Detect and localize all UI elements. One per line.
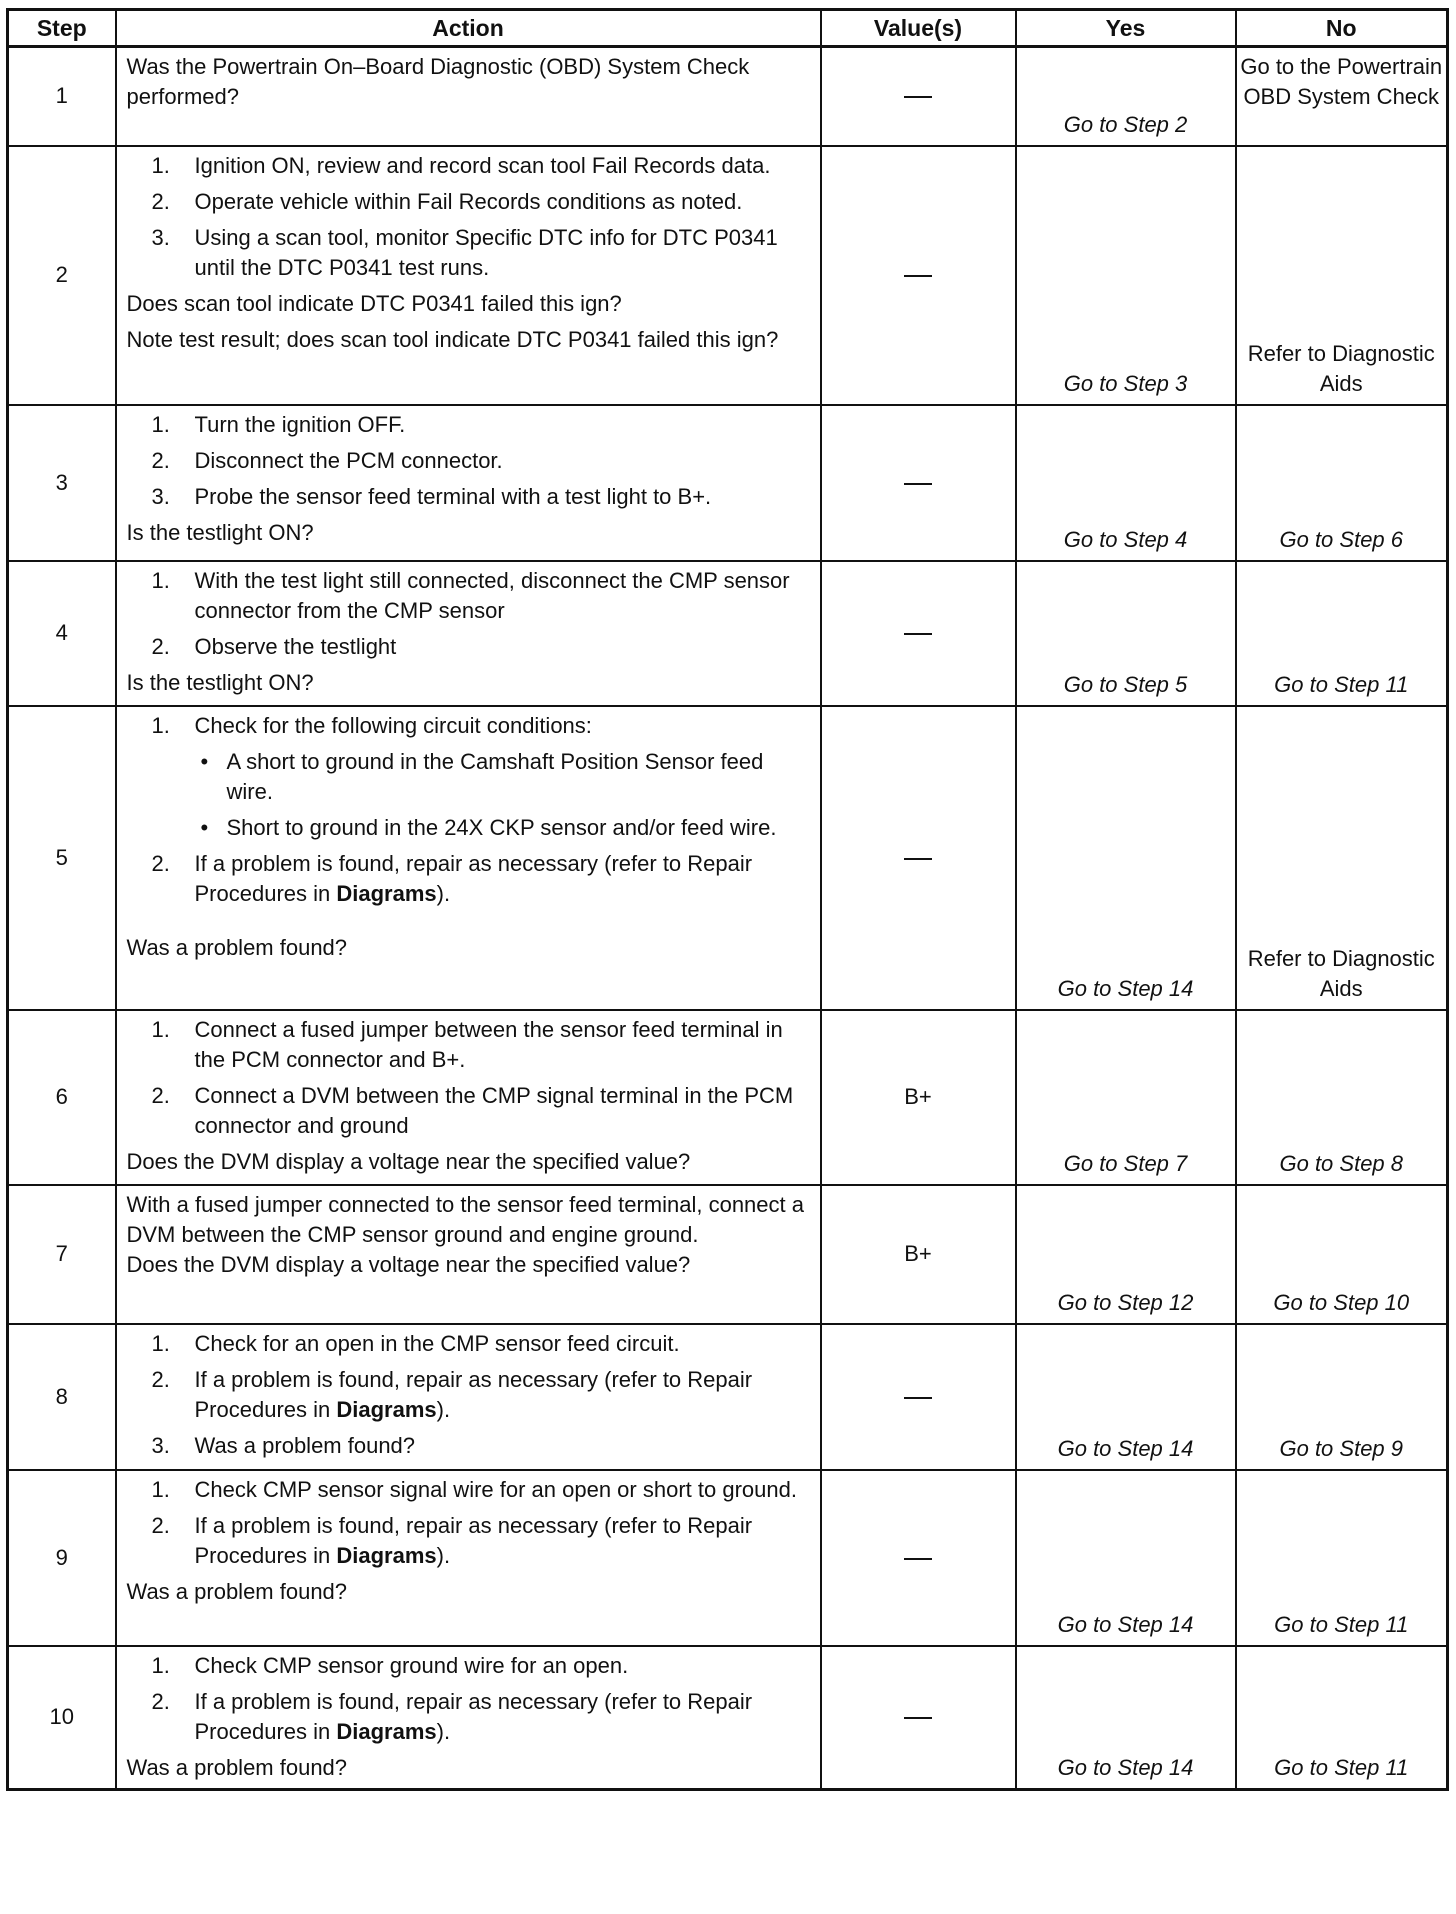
action-cell [116, 405, 821, 561]
list-item: 1. Check for the following circuit conditions: • A short to ground in the Camshaft Position Sensor feed wire. • Short to ground in the 24X CKP sensor and/or feed wire. [127, 711, 812, 843]
yes-cell: Go to Step 12 [1016, 1185, 1236, 1324]
list-item: 2. If a problem is found, repair as necessary (refer to Repair Procedures in Diagrams). [151, 1512, 753, 1568]
diagnostic-table-page [6, 8, 1446, 1791]
header-yes: Yes [1016, 10, 1236, 47]
list-item: 2. Connect a DVM between the CMP signal terminal in the PCM connector and ground [151, 1082, 794, 1138]
step-number: 6 [8, 1010, 116, 1185]
dash-mark [904, 483, 932, 485]
action-question: Was a problem found? [126, 1754, 348, 1780]
diagnostic-table [6, 8, 1449, 1791]
list-item: 1. Ignition ON, review and record scan tool Fail Records data. [151, 152, 771, 178]
no-cell: Go to Step 6 [1236, 405, 1448, 561]
yes-cell: Go to Step 7 [1016, 1010, 1236, 1185]
no-cell: Go to Step 11 [1236, 1470, 1448, 1646]
value-cell [821, 146, 1016, 405]
list-item: 2. If a problem is found, repair as necessary (refer to Repair Procedures in Diagrams). [151, 1366, 753, 1422]
step-number: 7 [8, 1185, 116, 1324]
dash-mark [904, 96, 932, 98]
list-item: 1. Check for an open in the CMP sensor feed circuit. [151, 1330, 680, 1356]
table-row [8, 1646, 1448, 1790]
step-number: 3 [8, 405, 116, 561]
value-cell [821, 405, 1016, 561]
action-steps [127, 1651, 812, 1747]
table-row [8, 1010, 1448, 1185]
header-step: Step [8, 10, 116, 47]
no-cell: Refer to Diagnostic Aids [1236, 146, 1448, 405]
list-item: 2. Operate vehicle within Fail Records conditions as noted. [151, 188, 743, 214]
action-cell [116, 706, 821, 1010]
list-item: 1. With the test light still connected, disconnect the CMP sensor connector from the CMP sensor [151, 567, 790, 623]
action-text: With a fused jumper connected to the sensor feed terminal, connect a DVM between the CMP sensor ground and engine ground. [126, 1191, 804, 1247]
yes-cell: Go to Step 5 [1016, 561, 1236, 706]
action-steps [127, 1015, 812, 1141]
yes-cell: Go to Step 3 [1016, 146, 1236, 405]
table-header-row [8, 10, 1448, 47]
yes-cell: Go to Step 4 [1016, 405, 1236, 561]
yes-cell: Go to Step 14 [1016, 706, 1236, 1010]
list-item: 1. Connect a fused jumper between the sensor feed terminal in the PCM connector and B+. [151, 1016, 783, 1072]
action-steps [127, 711, 812, 909]
diagrams-reference: Diagrams [336, 880, 437, 906]
list-item: 2. If a problem is found, repair as necessary (refer to Repair Procedures in Diagrams). [151, 850, 753, 906]
table-row [8, 47, 1448, 146]
table-row [8, 1324, 1448, 1470]
diagrams-reference: Diagrams [336, 1542, 437, 1568]
yes-cell: Go to Step 14 [1016, 1324, 1236, 1470]
step-number: 8 [8, 1324, 116, 1470]
no-cell: Go to Step 8 [1236, 1010, 1448, 1185]
table-row [8, 1185, 1448, 1324]
value-cell [821, 1646, 1016, 1790]
list-item: 3. Was a problem found? [151, 1432, 416, 1458]
no-cell: Go to Step 11 [1236, 561, 1448, 706]
action-cell [116, 561, 821, 706]
dash-mark [904, 1397, 932, 1399]
list-item: 1. Turn the ignition OFF. [151, 411, 406, 437]
list-item: • Short to ground in the 24X CKP sensor and/or feed wire. [200, 814, 777, 840]
value-cell [821, 1324, 1016, 1470]
table-row [8, 1470, 1448, 1646]
value-cell [821, 706, 1016, 1010]
step-number: 10 [8, 1646, 116, 1790]
diagrams-reference: Diagrams [336, 1718, 437, 1744]
value-cell [821, 47, 1016, 146]
action-cell [116, 1470, 821, 1646]
step-number: 1 [8, 47, 116, 146]
action-steps [127, 410, 812, 512]
action-steps [127, 151, 812, 283]
dash-mark [904, 275, 932, 277]
list-item: 1. Check CMP sensor ground wire for an open. [151, 1652, 629, 1678]
no-cell: Go to Step 10 [1236, 1185, 1448, 1324]
action-cell [116, 1010, 821, 1185]
action-question: Was the Powertrain On–Board Diagnostic (OBD) System Check performed? [126, 54, 750, 109]
header-no: No [1236, 10, 1448, 47]
yes-cell: Go to Step 14 [1016, 1646, 1236, 1790]
dash-mark [904, 633, 932, 635]
action-question: Is the testlight ON? [126, 519, 314, 545]
diagrams-reference: Diagrams [336, 1396, 437, 1422]
dash-mark [904, 1558, 932, 1560]
action-steps [127, 1475, 812, 1571]
table-row [8, 146, 1448, 405]
header-action: Action [116, 10, 821, 47]
action-cell [116, 1646, 821, 1790]
table-row [8, 706, 1448, 1010]
dash-mark [904, 1717, 932, 1719]
yes-cell: Go to Step 14 [1016, 1470, 1236, 1646]
no-cell: Go to Step 11 [1236, 1646, 1448, 1790]
list-item: 1. Check CMP sensor signal wire for an open or short to ground. [151, 1476, 797, 1502]
action-cell [116, 1185, 821, 1324]
action-question: Does scan tool indicate DTC P0341 failed this ign? [126, 290, 622, 316]
action-cell [116, 1324, 821, 1470]
yes-cell: Go to Step 2 [1016, 47, 1236, 146]
action-steps [127, 566, 812, 662]
action-question: Does the DVM display a voltage near the specified value? [126, 1251, 691, 1277]
list-item: 2. If a problem is found, repair as necessary (refer to Repair Procedures in Diagrams). [151, 1688, 753, 1744]
step-number: 4 [8, 561, 116, 706]
list-item: 3. Using a scan tool, monitor Specific DTC info for DTC P0341 until the DTC P0341 test runs. [151, 224, 778, 280]
action-question: Was a problem found? [126, 934, 348, 960]
action-cell [116, 146, 821, 405]
step-number: 9 [8, 1470, 116, 1646]
action-steps [127, 1329, 812, 1461]
action-question: Does the DVM display a voltage near the specified value? [126, 1148, 691, 1174]
action-cell [116, 47, 821, 146]
value-cell: B+ [821, 1010, 1016, 1185]
table-row [8, 405, 1448, 561]
condition-bullets [195, 747, 812, 843]
dash-mark [904, 858, 932, 860]
list-item: • A short to ground in the Camshaft Position Sensor feed wire. [200, 748, 764, 804]
action-question: Was a problem found? [126, 1578, 348, 1604]
no-cell: Go to the Powertrain OBD System Check [1236, 47, 1448, 146]
list-item: 2. Disconnect the PCM connector. [151, 447, 503, 473]
value-cell [821, 561, 1016, 706]
action-question: Is the testlight ON? [126, 669, 314, 695]
value-cell [821, 1470, 1016, 1646]
table-row [8, 561, 1448, 706]
action-question: Note test result; does scan tool indicate DTC P0341 failed this ign? [126, 326, 779, 352]
step-number: 2 [8, 146, 116, 405]
no-cell: Go to Step 9 [1236, 1324, 1448, 1470]
step-number: 5 [8, 706, 116, 1010]
no-cell: Refer to Diagnostic Aids [1236, 706, 1448, 1010]
header-value: Value(s) [821, 10, 1016, 47]
list-item: 3. Probe the sensor feed terminal with a test light to B+. [151, 483, 712, 509]
list-item: 2. Observe the testlight [151, 633, 397, 659]
value-cell: B+ [821, 1185, 1016, 1324]
